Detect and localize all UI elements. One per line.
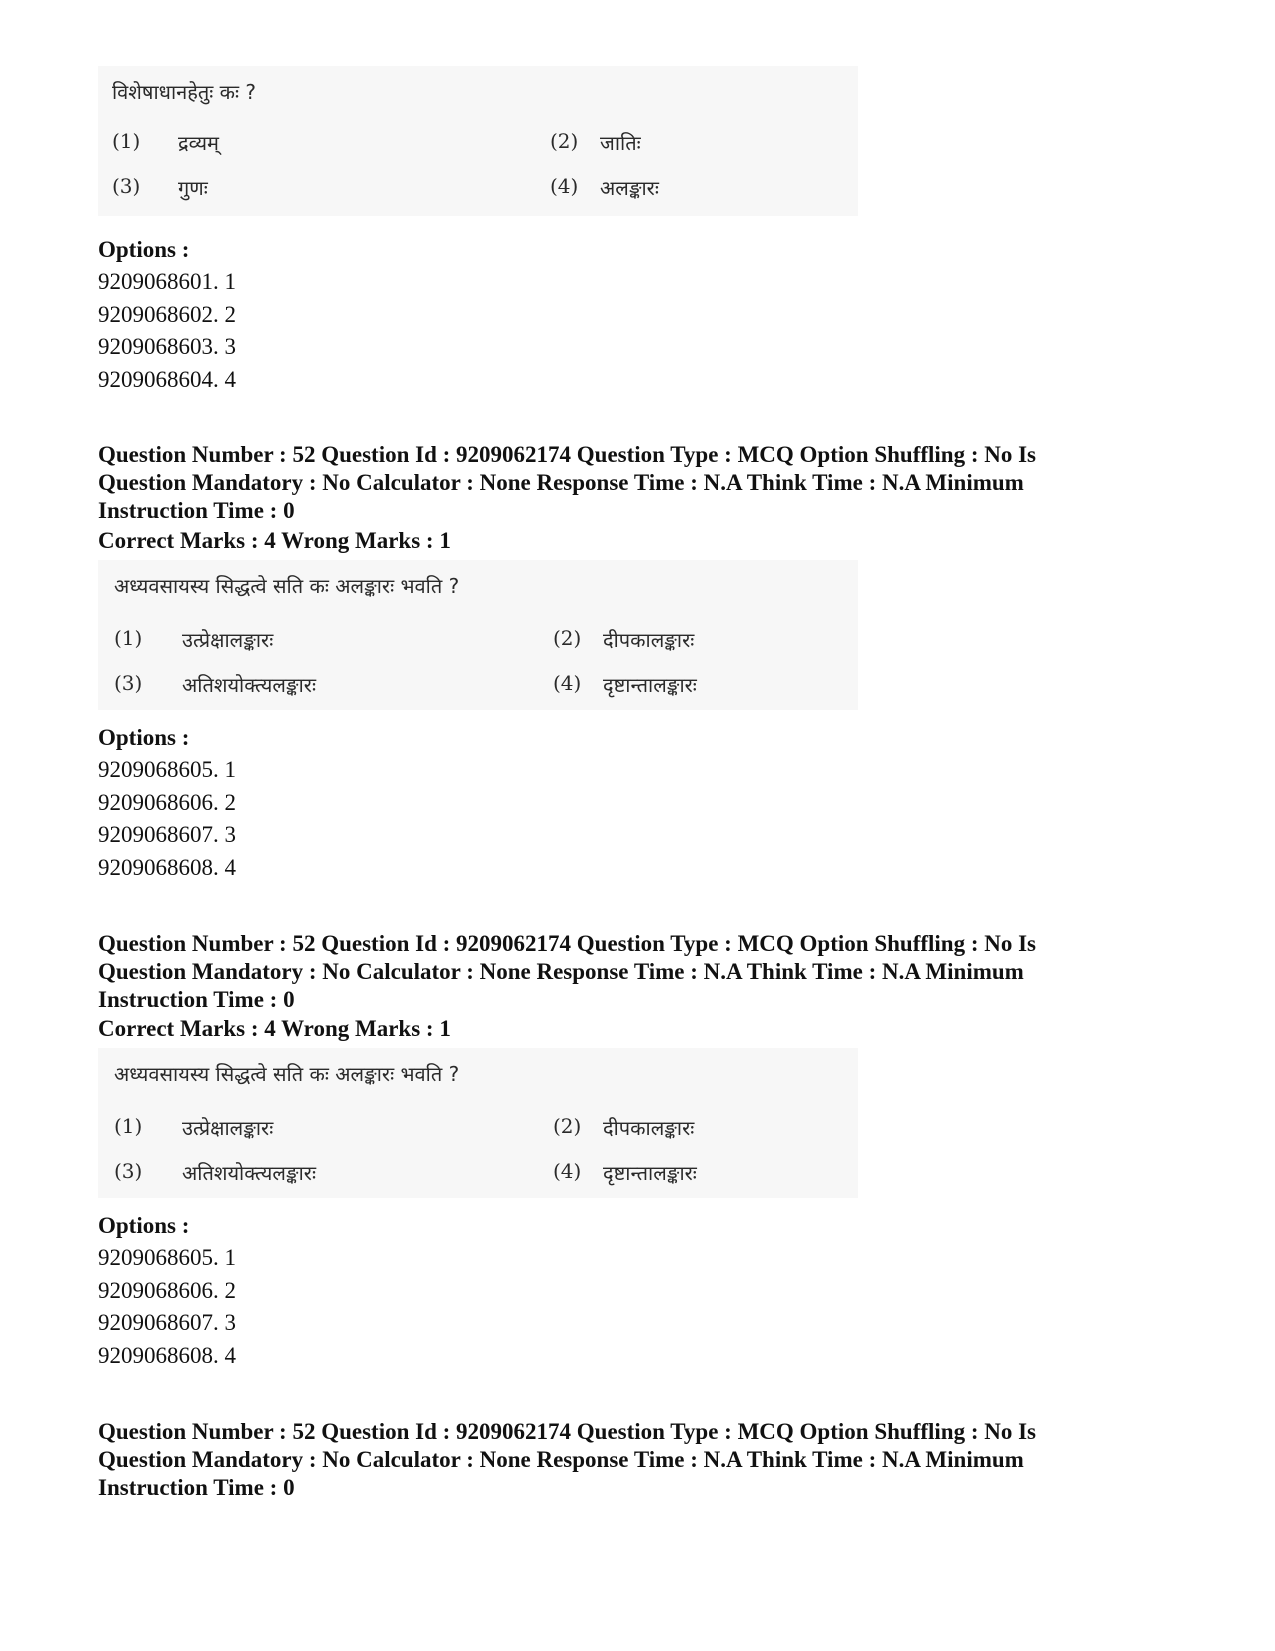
choice-number-1-2: (2)	[550, 129, 579, 153]
choice-number-2-2: (2)	[553, 626, 582, 650]
option-line-2-2: 9209068606. 2	[98, 790, 236, 815]
options-heading-1: Options :	[98, 237, 190, 262]
question-image-1	[98, 66, 858, 216]
choice-text-2-3: अतिशयोक्त्यलङ्कारः	[182, 673, 316, 697]
question-meta-line: Question Number : 52 Question Id : 9209062174 Question Type : MCQ Option Shuffling : No Is	[98, 1419, 1037, 1444]
options-heading-2: Options :	[98, 725, 190, 750]
option-line-1-4: 9209068604. 4	[98, 367, 236, 392]
question-image-2	[98, 560, 858, 710]
choice-number-2-4: (4)	[553, 671, 582, 695]
option-line-3-4: 9209068608. 4	[98, 1343, 236, 1368]
choice-text-2-4: दृष्टान्तालङ्कारः	[603, 673, 697, 697]
choice-text-3-4: दृष्टान्तालङ्कारः	[603, 1161, 697, 1185]
option-line-2-1: 9209068605. 1	[98, 757, 236, 782]
choice-number-3-1: (1)	[114, 1114, 143, 1138]
option-line-1-2: 9209068602. 2	[98, 302, 236, 327]
option-line-3-1: 9209068605. 1	[98, 1245, 236, 1270]
choice-number-1-4: (4)	[550, 174, 579, 198]
choice-text-1-1: द्रव्यम्	[178, 131, 220, 155]
choice-text-1-4: अलङ्कारः	[600, 176, 659, 200]
choice-text-1-3: गुणः	[178, 176, 208, 200]
question-meta-line: Question Mandatory : No Calculator : None Response Time : N.A Think Time : N.A Minimum	[98, 959, 1024, 984]
option-line-3-2: 9209068606. 2	[98, 1278, 236, 1303]
choice-number-1-3: (3)	[112, 174, 141, 198]
choice-number-3-4: (4)	[553, 1159, 582, 1183]
question-meta-line: Instruction Time : 0	[98, 987, 295, 1012]
choice-text-3-1: उत्प्रेक्षालङ्कारः	[182, 1116, 274, 1140]
option-line-3-3: 9209068607. 3	[98, 1310, 236, 1335]
choice-number-1-1: (1)	[112, 129, 141, 153]
choice-text-3-2: दीपकालङ्कारः	[603, 1116, 695, 1140]
question-meta-line: Question Number : 52 Question Id : 9209062174 Question Type : MCQ Option Shuffling : No Is	[98, 931, 1037, 956]
choice-number-2-1: (1)	[114, 626, 143, 650]
question-meta-4	[98, 1418, 1198, 1502]
choice-text-2-2: दीपकालङ्कारः	[603, 628, 695, 652]
question-meta-2	[98, 441, 1198, 525]
option-line-2-4: 9209068608. 4	[98, 855, 236, 880]
question-text-3: अध्यवसायस्य सिद्धत्वे सति कः अलङ्कारः भवति ?	[114, 1062, 460, 1086]
choice-text-3-3: अतिशयोक्त्यलङ्कारः	[182, 1161, 316, 1185]
question-meta-line: Instruction Time : 0	[98, 498, 295, 523]
choice-text-1-2: जातिः	[600, 131, 641, 155]
question-meta-line: Instruction Time : 0	[98, 1475, 295, 1500]
choice-number-3-2: (2)	[553, 1114, 582, 1138]
question-meta-line: Question Number : 52 Question Id : 9209062174 Question Type : MCQ Option Shuffling : No Is	[98, 442, 1037, 467]
option-line-1-1: 9209068601. 1	[98, 269, 236, 294]
question-meta-3	[98, 930, 1198, 1014]
choice-number-2-3: (3)	[114, 671, 143, 695]
question-meta-line: Question Mandatory : No Calculator : None Response Time : N.A Think Time : N.A Minimum	[98, 1447, 1024, 1472]
question-text-1: विशेषाधानहेतुः कः ?	[112, 80, 257, 104]
question-image-3	[98, 1048, 858, 1198]
option-line-2-3: 9209068607. 3	[98, 822, 236, 847]
marks-line-2: Correct Marks : 4 Wrong Marks : 1	[98, 528, 451, 553]
question-text-2: अध्यवसायस्य सिद्धत्वे सति कः अलङ्कारः भवति ?	[114, 574, 460, 598]
choice-number-3-3: (3)	[114, 1159, 143, 1183]
options-heading-3: Options :	[98, 1213, 190, 1238]
option-line-1-3: 9209068603. 3	[98, 334, 236, 359]
choice-text-2-1: उत्प्रेक्षालङ्कारः	[182, 628, 274, 652]
question-meta-line: Question Mandatory : No Calculator : None Response Time : N.A Think Time : N.A Minimum	[98, 470, 1024, 495]
marks-line-3: Correct Marks : 4 Wrong Marks : 1	[98, 1016, 451, 1041]
